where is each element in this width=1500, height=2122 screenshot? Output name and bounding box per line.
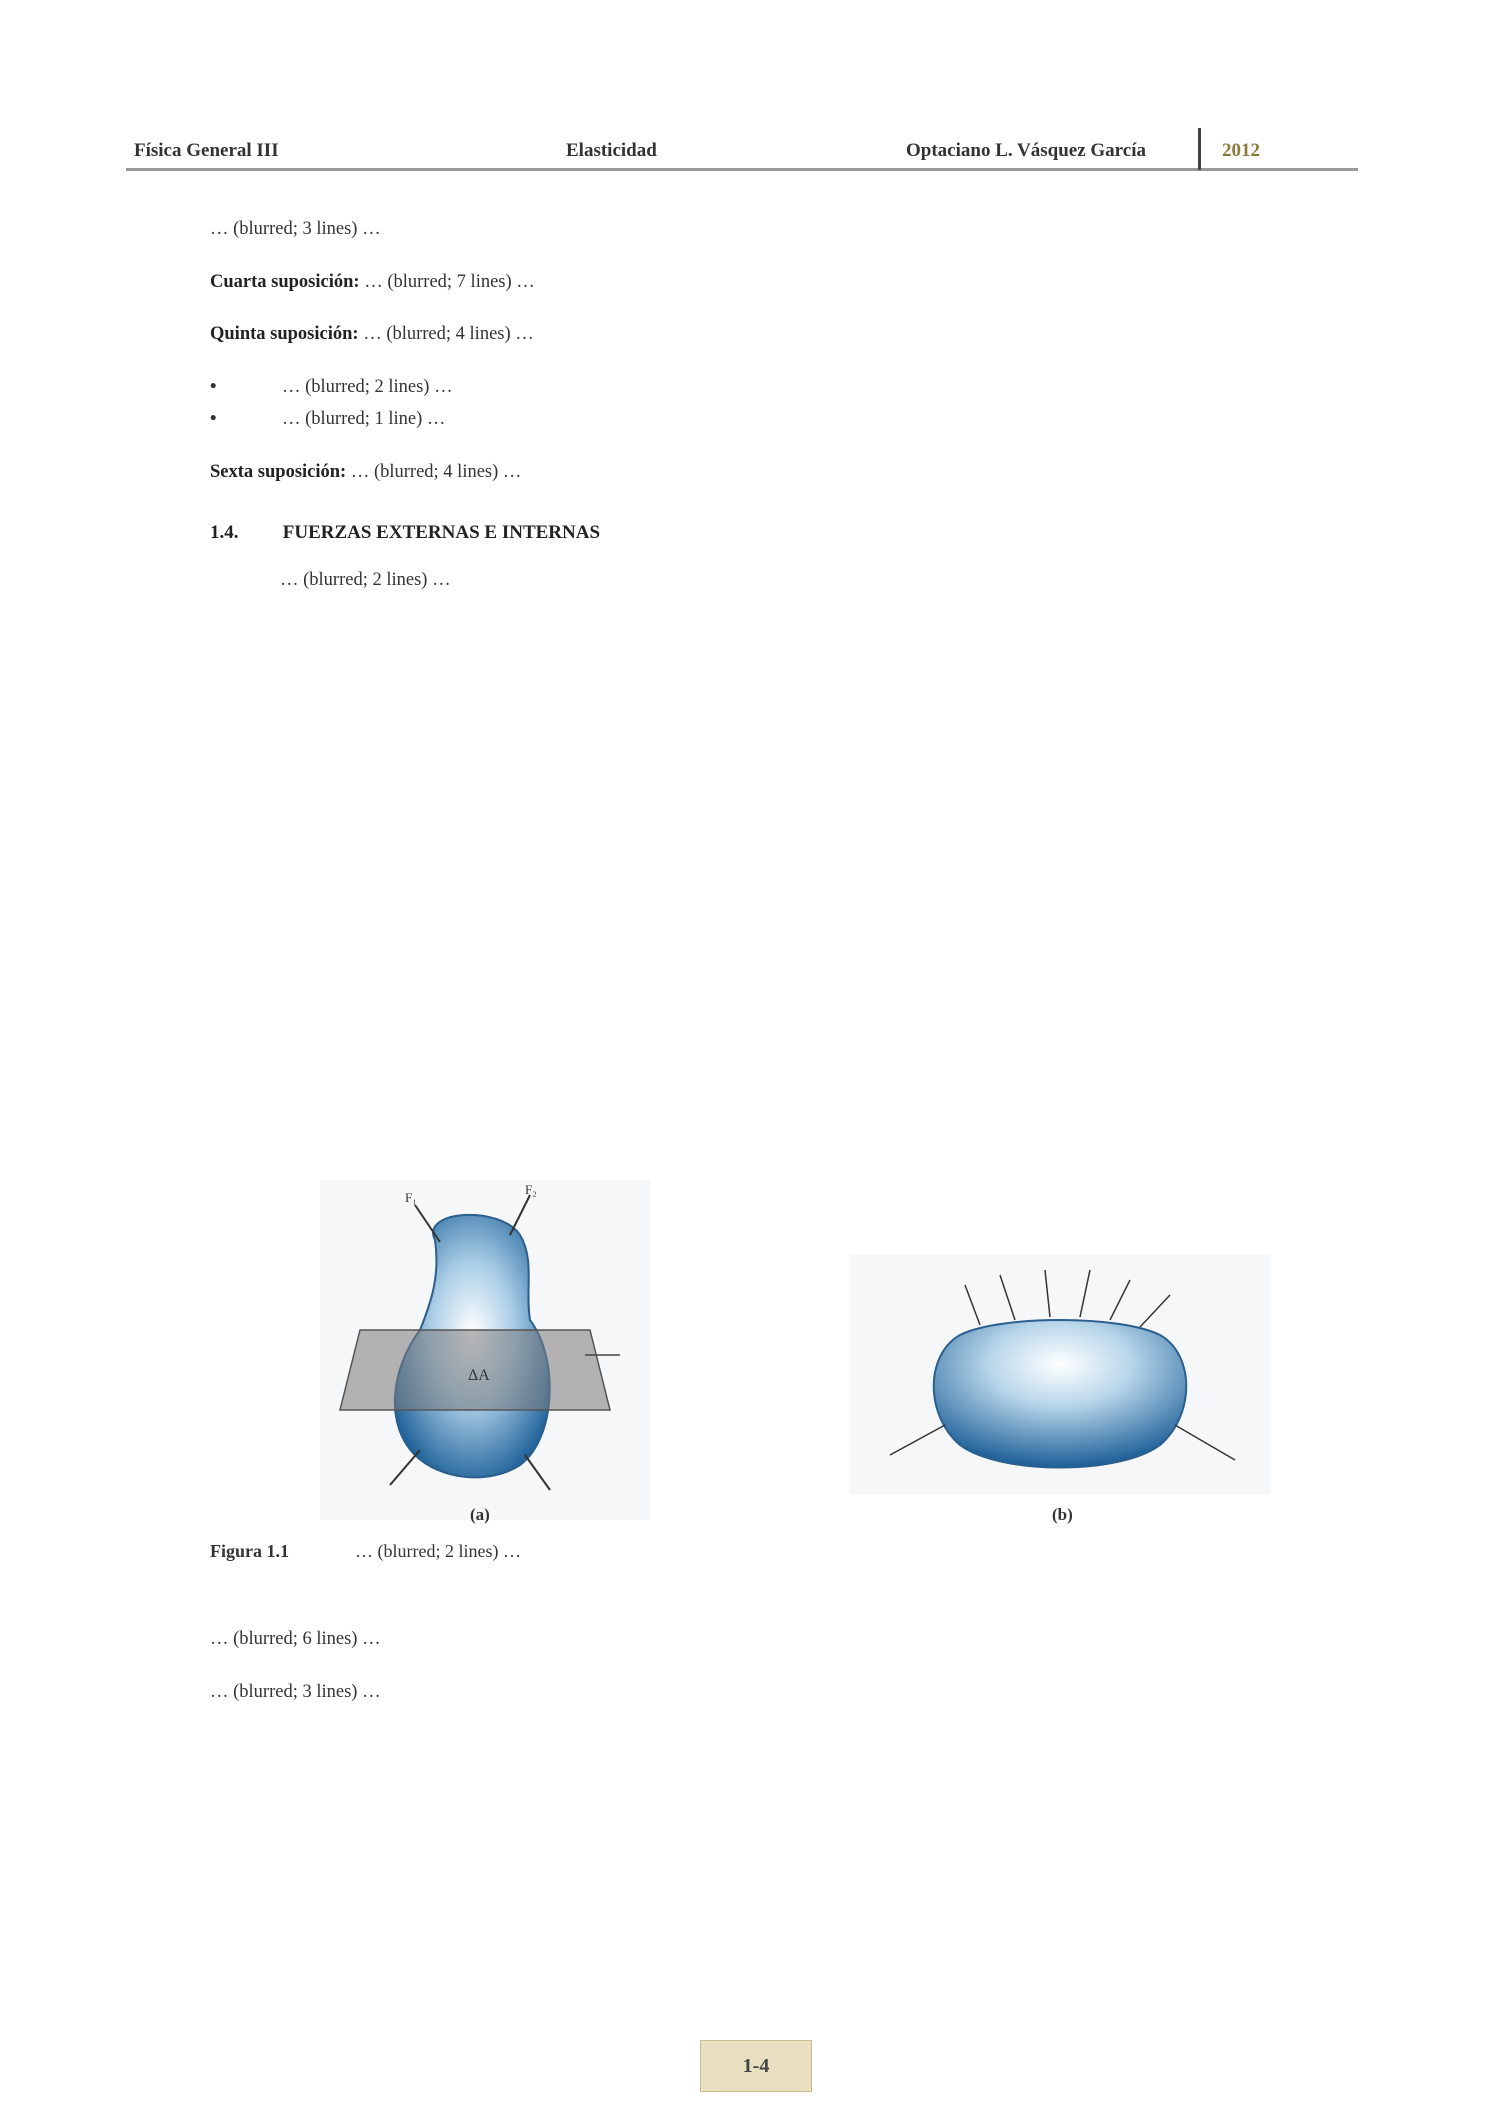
paragraph-lead: Cuarta suposición: [210, 271, 360, 292]
paragraph-lead: Sexta suposición: [210, 461, 347, 482]
header-year: 2012 [1222, 140, 1260, 161]
paragraph-text: … (blurred; 3 lines) … [210, 219, 381, 239]
bullet-icon: • [210, 409, 217, 429]
paragraph-internal-forces [210, 1625, 1378, 1654]
figure-a-label: (a) [470, 1505, 490, 1524]
header-author: Optaciano L. Vásquez García [906, 140, 1146, 161]
caption-label: Figura 1.1 [210, 1541, 289, 1561]
paragraph-text: … (blurred; 6 lines) … [210, 1629, 381, 1649]
paragraph-sixth-assumption [210, 458, 1378, 487]
figure-caption [210, 1538, 1378, 1564]
paragraph-lead: Quinta suposición: [210, 324, 359, 344]
bullet-list [210, 373, 1378, 434]
paragraph-text: … (blurred; 7 lines) … [364, 271, 535, 292]
paragraph-text: … (blurred; 3 lines) … [210, 1681, 381, 1702]
paragraph-fifth-assumption [210, 320, 1378, 349]
figure-b-label: (b) [1052, 1505, 1073, 1524]
header-course: Física General III [134, 140, 279, 161]
main-content [210, 215, 1378, 619]
svg-text:ΔA: ΔA [468, 1367, 490, 1384]
paragraph-text: … (blurred; 2 lines) … [280, 570, 451, 590]
section-title: FUERZAS EXTERNAS E INTERNAS [282, 522, 601, 543]
header-topic: Elasticidad [566, 140, 657, 161]
figure-b-section-internal-forces [850, 1255, 1270, 1495]
list-item [210, 373, 1378, 402]
section-intro-paragraph [210, 566, 1378, 595]
section-number: 1.4. [210, 522, 239, 543]
header-divider [1198, 128, 1201, 170]
figure-area [210, 1180, 1378, 1524]
page-number-text: 1-4 [742, 2054, 770, 2077]
paragraph-text: … (blurred; 4 lines) … [363, 324, 534, 344]
paragraph-distribution [210, 1678, 1378, 1707]
list-item [210, 405, 1378, 434]
list-item-text: … (blurred; 1 line) … [282, 409, 446, 429]
bullet-icon: • [210, 376, 217, 397]
section-heading [210, 522, 1378, 544]
figure-a-body-with-plane [320, 1180, 650, 1520]
page-header [126, 128, 1358, 171]
paragraph-fourth-assumption [210, 268, 1378, 297]
svg-text:F₂: F₂ [525, 1182, 537, 1197]
list-item-text: … (blurred; 2 lines) … [282, 376, 453, 397]
page-number [700, 2040, 812, 2092]
caption-text: … (blurred; 2 lines) … [355, 1541, 521, 1561]
svg-text:F₁: F₁ [405, 1190, 417, 1205]
main-content-bottom [210, 1625, 1378, 1730]
paragraph-continuation [210, 215, 1378, 244]
paragraph-text: … (blurred; 4 lines) … [350, 461, 522, 482]
